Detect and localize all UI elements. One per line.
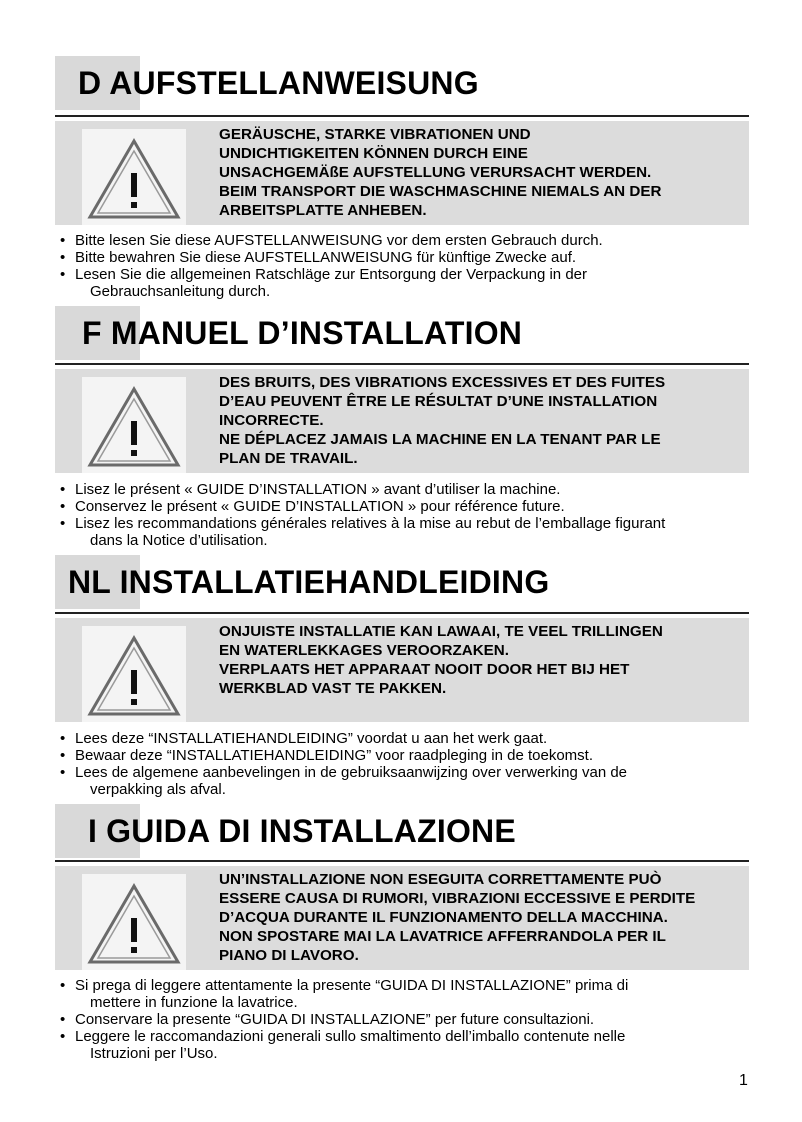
instruction-list: [60, 232, 750, 300]
warning-box: [55, 866, 749, 970]
list-item-text: Lisez les recommandations générales relatives à la mise au rebut de l’emballage figurant: [75, 515, 666, 532]
section-title: NL INSTALLATIEHANDLEIDING: [68, 564, 550, 600]
warning-triangle-icon: [82, 129, 186, 225]
list-item: [60, 481, 750, 498]
warning-line: BEIM TRANSPORT DIE WASCHMASCHINE NIEMALS AN DER: [219, 183, 662, 200]
bullet-icon: •: [60, 481, 66, 498]
list-item-text: Istruzioni per l’Uso.: [90, 1045, 218, 1062]
list-item-text: Conservare la presente “GUIDA DI INSTALLAZIONE” per future consultazioni.: [75, 1011, 595, 1028]
list-item: [60, 498, 750, 515]
bullet-icon: •: [60, 1028, 66, 1045]
section-divider: [55, 363, 749, 365]
warning-line: EN WATERLEKKAGES VEROORZAKEN.: [219, 642, 509, 659]
bullet-icon: •: [60, 1011, 66, 1028]
list-item: [60, 266, 750, 300]
list-item-text: Lees de algemene aanbevelingen in de gebruiksaanwijzing over verwerking van de: [75, 764, 628, 781]
warning-line: INCORRECTE.: [219, 412, 324, 429]
instruction-list: [60, 977, 750, 1062]
warning-line: DES BRUITS, DES VIBRATIONS EXCESSIVES ET DES FUITES: [219, 374, 666, 391]
list-item-text: Si prega di leggere attentamente la presente “GUIDA DI INSTALLAZIONE” prima di: [75, 977, 629, 994]
warning-line: PIANO DI LAVORO.: [219, 947, 359, 964]
bullet-icon: •: [60, 515, 66, 532]
warning-text: [219, 373, 749, 468]
list-item-text: Lesen Sie die allgemeinen Ratschläge zur Entsorgung der Verpackung in der: [75, 266, 587, 283]
list-item-text: verpakking als afval.: [90, 781, 226, 798]
warning-line: ESSERE CAUSA DI RUMORI, VIBRAZIONI ECCESSIVE E PERDITE: [219, 890, 696, 907]
warning-line: WERKBLAD VAST TE PAKKEN.: [219, 680, 447, 697]
warning-line: PLAN DE TRAVAIL.: [219, 450, 358, 467]
warning-box: [55, 121, 749, 225]
warning-box: [55, 369, 749, 473]
bullet-icon: •: [60, 498, 66, 515]
bullet-icon: •: [60, 266, 66, 283]
list-item-text: dans la Notice d’utilisation.: [90, 532, 268, 549]
warning-text: [219, 622, 749, 698]
bullet-icon: •: [60, 730, 66, 747]
warning-triangle-icon: [82, 626, 186, 722]
warning-line: UN’INSTALLAZIONE NON ESEGUITA CORRETTAMENTE PUÒ: [219, 871, 662, 888]
warning-line: NE DÉPLACEZ JAMAIS LA MACHINE EN LA TENANT PAR LE: [219, 431, 661, 448]
instruction-list: [60, 730, 750, 798]
warning-line: UNSACHGEMÄßE AUFSTELLUNG VERURSACHT WERDEN.: [219, 164, 652, 181]
section-divider: [55, 860, 749, 862]
warning-line: D’EAU PEUVENT ÊTRE LE RÉSULTAT D’UNE INSTALLATION: [219, 393, 658, 410]
warning-line: VERPLAATS HET APPARAAT NOOIT DOOR HET BIJ HET: [219, 661, 630, 678]
list-item: [60, 977, 750, 1011]
list-item-text: Gebrauchsanleitung durch.: [90, 283, 271, 300]
bullet-icon: •: [60, 747, 66, 764]
warning-line: NON SPOSTARE MAI LA LAVATRICE AFFERRANDOLA PER IL: [219, 928, 666, 945]
warning-text: [219, 125, 749, 220]
list-item: [60, 1028, 750, 1062]
bullet-icon: •: [60, 764, 66, 781]
instruction-list: [60, 481, 750, 549]
section-title: I GUIDA DI INSTALLAZIONE: [88, 813, 516, 849]
bullet-icon: •: [60, 249, 66, 266]
list-item: [60, 249, 750, 266]
section-divider: [55, 115, 749, 117]
list-item: [60, 747, 750, 764]
warning-line: UNDICHTIGKEITEN KÖNNEN DURCH EINE: [219, 145, 528, 162]
list-item-text: Bitte bewahren Sie diese AUFSTELLANWEISUNG für künftige Zwecke auf.: [75, 249, 577, 266]
list-item: [60, 232, 750, 249]
section-title: F MANUEL D’INSTALLATION: [82, 315, 523, 351]
warning-triangle-icon: [82, 377, 186, 473]
warning-line: ONJUISTE INSTALLATIE KAN LAWAAI, TE VEEL TRILLINGEN: [219, 623, 663, 640]
bullet-icon: •: [60, 232, 66, 249]
list-item-text: Bitte lesen Sie diese AUFSTELLANWEISUNG vor dem ersten Gebrauch durch.: [75, 232, 603, 249]
bullet-icon: •: [60, 977, 66, 994]
warning-triangle-icon: [82, 874, 186, 970]
page-number: 1: [739, 1072, 748, 1089]
list-item-text: Bewaar deze “INSTALLATIEHANDLEIDING” voor raadpleging in de toekomst.: [75, 747, 593, 764]
list-item: [60, 515, 750, 549]
warning-line: D’ACQUA DURANTE IL FUNZIONAMENTO DELLA MACCHINA.: [219, 909, 668, 926]
list-item-text: Leggere le raccomandazioni generali sullo smaltimento dell’imballo contenute nelle: [75, 1028, 626, 1045]
list-item: [60, 764, 750, 798]
warning-text: [219, 870, 749, 965]
list-item: [60, 730, 750, 747]
warning-box: [55, 618, 749, 722]
list-item-text: Lisez le présent « GUIDE D’INSTALLATION » avant d’utiliser la machine.: [75, 481, 561, 498]
warning-line: GERÄUSCHE, STARKE VIBRATIONEN UND: [219, 126, 531, 143]
section-divider: [55, 612, 749, 614]
section-title: D AUFSTELLANWEISUNG: [78, 65, 479, 101]
list-item: [60, 1011, 750, 1028]
list-item-text: mettere in funzione la lavatrice.: [90, 994, 298, 1011]
list-item-text: Lees deze “INSTALLATIEHANDLEIDING” voordat u aan het werk gaat.: [75, 730, 548, 747]
list-item-text: Conservez le présent « GUIDE D’INSTALLATION » pour référence future.: [75, 498, 565, 515]
warning-line: ARBEITSPLATTE ANHEBEN.: [219, 202, 427, 219]
